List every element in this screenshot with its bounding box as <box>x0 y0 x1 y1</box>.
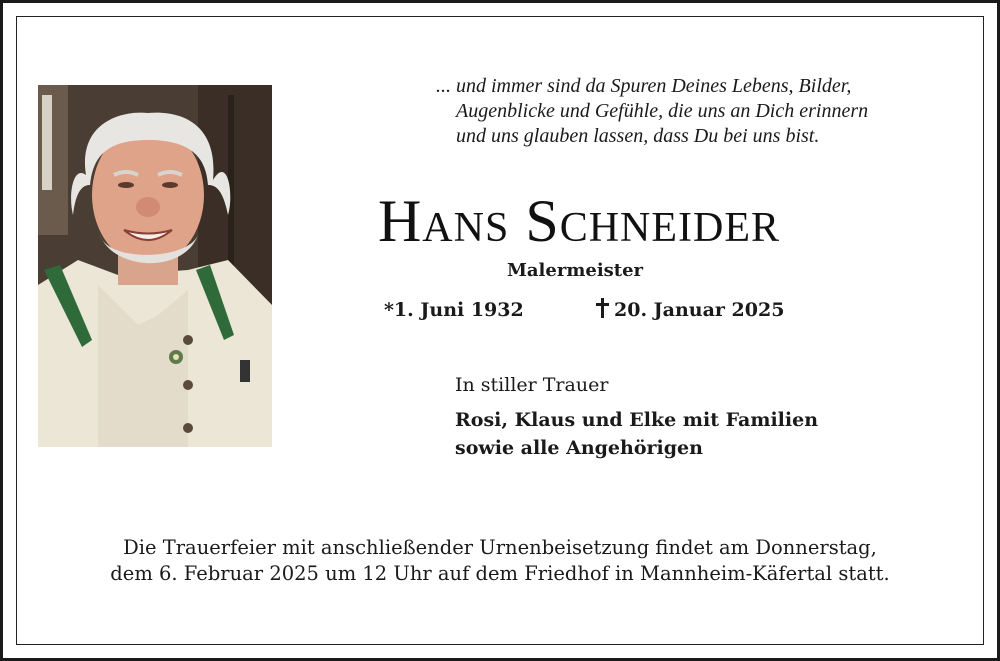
death-date: 20. Januar 2025 <box>614 299 785 321</box>
poem-line: ... und immer sind da Spuren Deines Lebens, Bilder, <box>436 75 852 97</box>
memorial-poem <box>436 74 976 149</box>
deceased-profession: Malermeister <box>506 260 644 281</box>
death-date-row <box>596 296 784 324</box>
poem-line: Augenblicke und Gefühle, die uns an Dich erinnern <box>456 100 869 122</box>
mourning-intro: In stiller Trauer <box>455 374 609 396</box>
mourners-line: sowie alle Angehörigen <box>455 437 703 459</box>
deceased-name: Hans Schneider <box>377 188 781 254</box>
birth-date: *1. Juni 1932 <box>384 299 524 321</box>
service-line: Die Trauerfeier mit anschließender Urnenbeisetzung findet am Donnerstag, <box>123 536 877 559</box>
cross-icon <box>596 298 608 318</box>
portrait-photo <box>38 85 272 447</box>
service-line: dem 6. Februar 2025 um 12 Uhr auf dem Friedhof in Mannheim-Käfertal statt. <box>110 562 890 585</box>
poem-line: und uns glauben lassen, dass Du bei uns bist. <box>456 125 820 147</box>
mourners-list <box>455 406 818 462</box>
mourners-line: Rosi, Klaus und Elke mit Familien <box>455 409 819 431</box>
funeral-service-notice <box>30 535 970 587</box>
